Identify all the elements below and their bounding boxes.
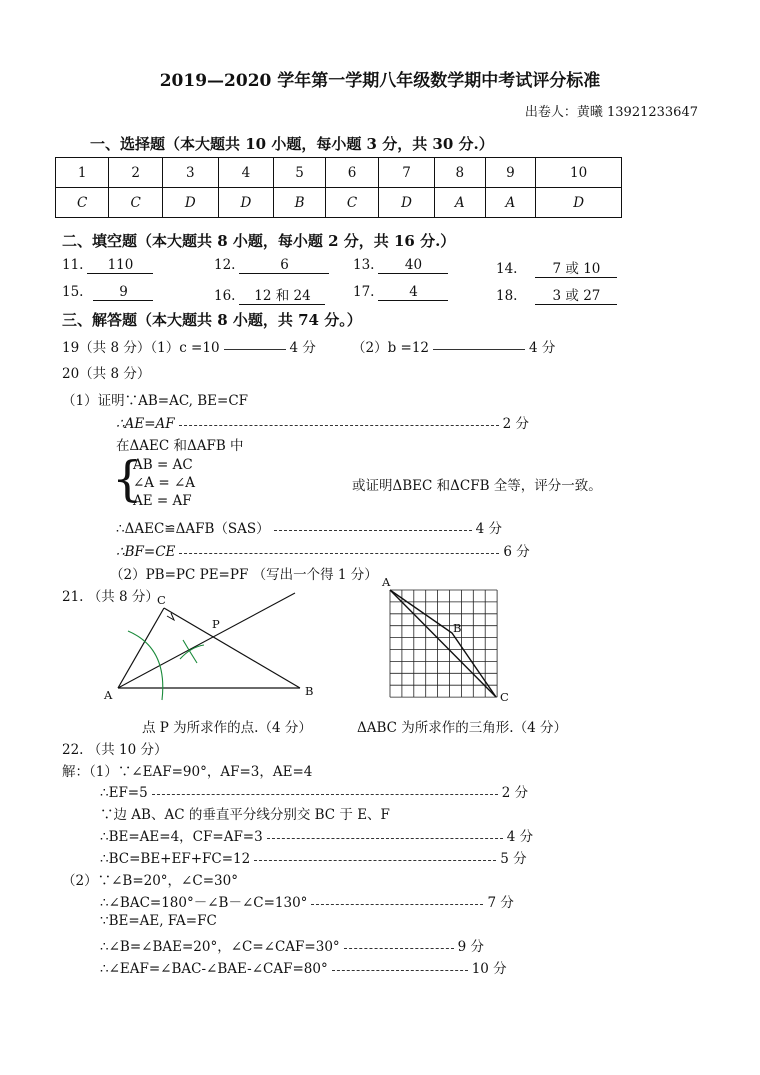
q22-step-score: 2 分: [501, 785, 529, 801]
question-number: 4: [218, 158, 274, 188]
q22-line6: （2）∵∠B=20°，∠C=30°: [62, 873, 238, 889]
q22-step-score: 4 分: [506, 829, 534, 845]
q20-line3: 在ΔAEC 和ΔAFB 中: [116, 438, 244, 454]
choice-answer: C: [325, 188, 378, 218]
q20-step-score: 4 分: [475, 521, 503, 537]
q20-step: ∴BF=CE: [116, 544, 176, 560]
section2-title: 二、填空题（本大题共 8 小题，每小题 2 分，共 16 分.）: [62, 232, 456, 250]
q20-step-score: 2 分: [502, 416, 530, 432]
question-number: 8: [434, 158, 485, 188]
right-angle-mark: [167, 613, 174, 620]
q22-step: ∴BC=BE+EF+FC=12: [100, 851, 251, 867]
q22-line5: [100, 847, 527, 867]
question-number: 1: [56, 158, 109, 188]
q21-caption-right: ΔABC 为所求作的三角形.（4 分）: [357, 720, 567, 736]
choice-answer: B: [274, 188, 325, 218]
grid-segment-ac: [390, 590, 496, 697]
grid-label-b: B: [453, 621, 462, 635]
q22-line9: [100, 935, 484, 955]
score-leader: [267, 837, 503, 839]
grid-label-c: C: [500, 690, 509, 704]
fill-answer: 110: [87, 257, 153, 274]
fill-answer: 4: [378, 284, 448, 301]
q20-head: 20（共 8 分）: [62, 366, 151, 382]
q22-step-score: 10 分: [471, 961, 507, 977]
question-number: 6: [325, 158, 378, 188]
q22-line8: ∵BE=AE, FA=FC: [100, 913, 217, 929]
choice-answer: A: [434, 188, 485, 218]
q20-system-eq: ∠A = ∠A: [133, 475, 196, 491]
q22-step: ∴EF=5: [100, 785, 148, 801]
q22-step-score: 7 分: [487, 895, 514, 911]
question-number: 2: [109, 158, 162, 188]
q20-step: ∴AE=AF: [116, 416, 175, 432]
score-leader: [344, 947, 454, 949]
label-b: B: [305, 684, 314, 698]
question-number: 5: [274, 158, 325, 188]
author-line: 出卷人：黄曦 13921233647: [524, 105, 698, 120]
score-leader: [311, 903, 483, 905]
fill-number: 18.: [496, 288, 518, 304]
score-leader: [254, 859, 496, 861]
construction-arc: [180, 645, 204, 659]
label-p: P: [212, 617, 220, 631]
fill-answer: 9: [93, 284, 153, 301]
q21-caption-left: 点 P 为所求作的点.（4 分）: [142, 720, 312, 736]
score-leader: [332, 969, 468, 971]
q21-head: 21. （共 8 分）: [62, 589, 159, 605]
q22-step: ∴∠EAF=∠BAC-∠BAE-∠CAF=80°: [100, 961, 328, 977]
q20-step-score: 6 分: [503, 544, 530, 560]
choice-answer: D: [218, 188, 274, 218]
fill-number: 14.: [496, 261, 518, 277]
choice-answer: A: [485, 188, 536, 218]
q20-note: 或证明ΔBEC 和ΔCFB 全等，评分一致。: [352, 478, 602, 494]
q22-step: ∴∠B=∠BAE=20°，∠C=∠CAF=30°: [100, 939, 340, 955]
fill-answer: 12 和 24: [239, 284, 325, 305]
q19-part2: （2）b =12: [352, 340, 430, 356]
q22-line4: [100, 825, 533, 845]
q22-line1: 解：（1）∵∠EAF=90°，AF=3，AE=4: [62, 764, 313, 780]
choice-answer: C: [56, 188, 109, 218]
q22-step: ∴BE=AE=4，CF=AF=3: [100, 829, 263, 845]
construction-arc: [128, 631, 163, 700]
fill-number: 17.: [353, 284, 375, 300]
fill-answer: 3 或 27: [535, 284, 617, 305]
q19-part1-score: 4 分: [289, 340, 316, 356]
fill-number: 16.: [214, 288, 236, 304]
question-number: 3: [162, 158, 218, 188]
q22-head: 22. （共 10 分）: [62, 742, 168, 758]
q19-part2-score: 4 分: [529, 340, 556, 356]
score-leader: [152, 793, 498, 795]
q22-step: ∴∠BAC=180°－∠B－∠C=130°: [100, 895, 308, 911]
q20-step: ∴ΔAEC≌ΔAFB（SAS）: [116, 521, 270, 537]
question-number: 10: [536, 158, 622, 188]
q20-system-eq: AE = AF: [133, 493, 192, 509]
choice-answer: D: [162, 188, 218, 218]
fill-answer: 40: [378, 257, 448, 274]
fill-number: 15.: [62, 284, 84, 300]
q22-step-score: 5 分: [500, 851, 527, 867]
triangle-side-cb: [164, 608, 300, 688]
q22-line7: [100, 891, 514, 911]
q19-head: 19（共 8 分）: [62, 340, 151, 356]
question-number: 7: [379, 158, 435, 188]
grid-label-a: A: [382, 575, 391, 589]
fill-number: 13.: [353, 257, 375, 273]
q19-part1: （1）c =10: [150, 340, 220, 356]
q20-line1: （1）证明∵AB=AC, BE=CF: [62, 393, 249, 409]
q22-line3: ∵边 AB、AC 的垂直平分线分别交 BC 于 E、F: [100, 807, 390, 823]
fill-answer: 7 或 10: [535, 257, 617, 278]
q22-step-score: 9 分: [457, 939, 485, 955]
question-number: 9: [485, 158, 536, 188]
label-c: C: [157, 593, 166, 607]
system-brace: {: [112, 451, 143, 507]
fill-answer: 6: [239, 257, 329, 274]
page-title: 2019—2020 学年第一学期八年级数学期中考试评分标准: [159, 71, 601, 91]
section3-title: 三、解答题（本大题共 8 小题，共 74 分。）: [62, 311, 362, 329]
fill-number: 12.: [214, 257, 236, 273]
q20-line6: （2）PB=PC PE=PF （写出一个得 1 分）: [110, 567, 378, 583]
section1-title: 一、选择题（本大题共 10 小题，每小题 3 分，共 30 分.）: [90, 135, 494, 153]
q20-system-eq: AB = AC: [133, 457, 193, 473]
choice-answer: D: [536, 188, 622, 218]
choice-answer: C: [109, 188, 162, 218]
q22-line2: [100, 781, 528, 801]
fill-number: 11.: [62, 257, 84, 273]
q22-line10: [100, 957, 507, 977]
label-a: A: [104, 688, 113, 702]
choice-answer: D: [379, 188, 435, 218]
